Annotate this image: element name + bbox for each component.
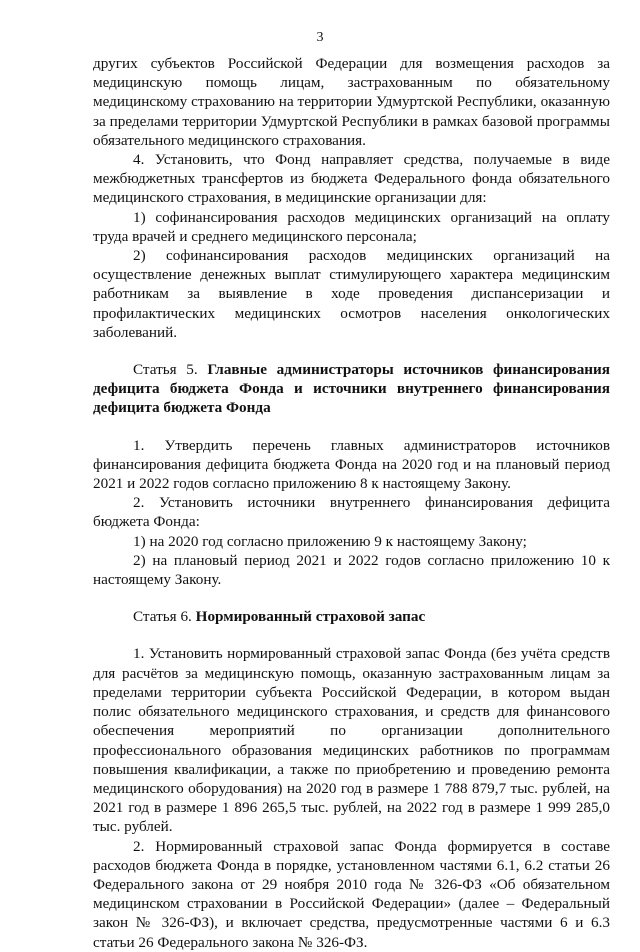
paragraph-item-4: 4. Установить, что Фонд направляет средства, получаемые в виде межбюджетных трансфертов из бюджета Федерального фонда обязательного медицинского страхования, в медицинские организации для: [93, 151, 610, 207]
article-6-heading [93, 607, 610, 626]
article-6-paragraph-1: 1. Установить нормированный страховой запас Фонда (без учёта средств для расчётов за медицинскую помощь, оказанную застрахованным лицам за пределами территории субъекта Российской Федерации, в котором выдан полис обязательного медицинского страхования, и средств для финансового обеспечения мероприятий по организации дополнительного профессионального образования медицинских работников по программам повышения квалификации, а также по приобретению и проведению ремонта медицинского оборудования) на 2020 год в размере 1 788 879,7 тыс. рублей, на 2021 год в размере 1 896 265,5 тыс. рублей, на 2022 год в размере 1 999 285,0 тыс. рублей. [93, 645, 610, 836]
article-5-paragraph-1: 1. Утвердить перечень главных администраторов источников финансирования дефицита бюджета Фонда на 2020 год и на плановый период 2021 и 2022 годов согласно приложению 8 к настоящему Закону. [93, 436, 610, 493]
article-6-prefix: Статья 6. [133, 608, 196, 626]
document-body [93, 54, 610, 952]
article-5-title: Главные администраторы источников финансирования дефицита бюджета Фонда и источники внутреннего финансирования дефицита бюджета Фонда [93, 361, 611, 417]
article-6-title: Нормированный страховой запас [195, 608, 426, 626]
spacer [93, 418, 610, 436]
spacer [93, 626, 610, 644]
article-5-paragraph-2: 2. Установить источники внутреннего финансирования дефицита бюджета Фонда: [93, 494, 610, 531]
paragraph-subitem-1: 1) софинансирования расходов медицинских организаций на оплату труда врачей и среднего медицинского персонала; [93, 208, 610, 245]
article-6-paragraph-2: 2. Нормированный страховой запас Фонда формируется в составе расходов бюджета Фонда в порядке, установленном частями 6.1, 6.2 статьи 26 Федерального закона от 29 ноября 2010 года № 326-ФЗ «Об обязательном медицинском страховании в Российской Федерации» (далее – Федеральный закон № 326-ФЗ), и включает средства, предусмотренные частями 6 и 6.3 статьи 26 Федерального закона № 326-ФЗ. [93, 837, 610, 951]
paragraph-subitem-2: 2) софинансирования расходов медицинских организаций на осуществление денежных выплат стимулирующего характера медицинским работникам за выявление в ходе проведения диспансеризации и профилактических медицинских осмотров населения онкологических заболеваний. [93, 247, 610, 341]
article-5-subitem-1: 1) на 2020 год согласно приложению 9 к настоящему Закону; [133, 532, 527, 550]
page-number: 3 [316, 30, 324, 45]
article-5-prefix: Статья 5. [133, 361, 208, 379]
paragraph-continuation: других субъектов Российской Федерации для возмещения расходов за медицинскую помощь лицам, застрахованным по обязательному медицинскому страхованию на территории Удмуртской Республики, оказанную за пределами территории Удмуртской Республики в рамках базовой программы обязательного медицинского страхования. [93, 55, 610, 149]
article-5-heading [93, 360, 610, 418]
article-5-subitem-2: 2) на плановый период 2021 и 2022 годов согласно приложению 10 к настоящему Закону. [93, 551, 610, 589]
